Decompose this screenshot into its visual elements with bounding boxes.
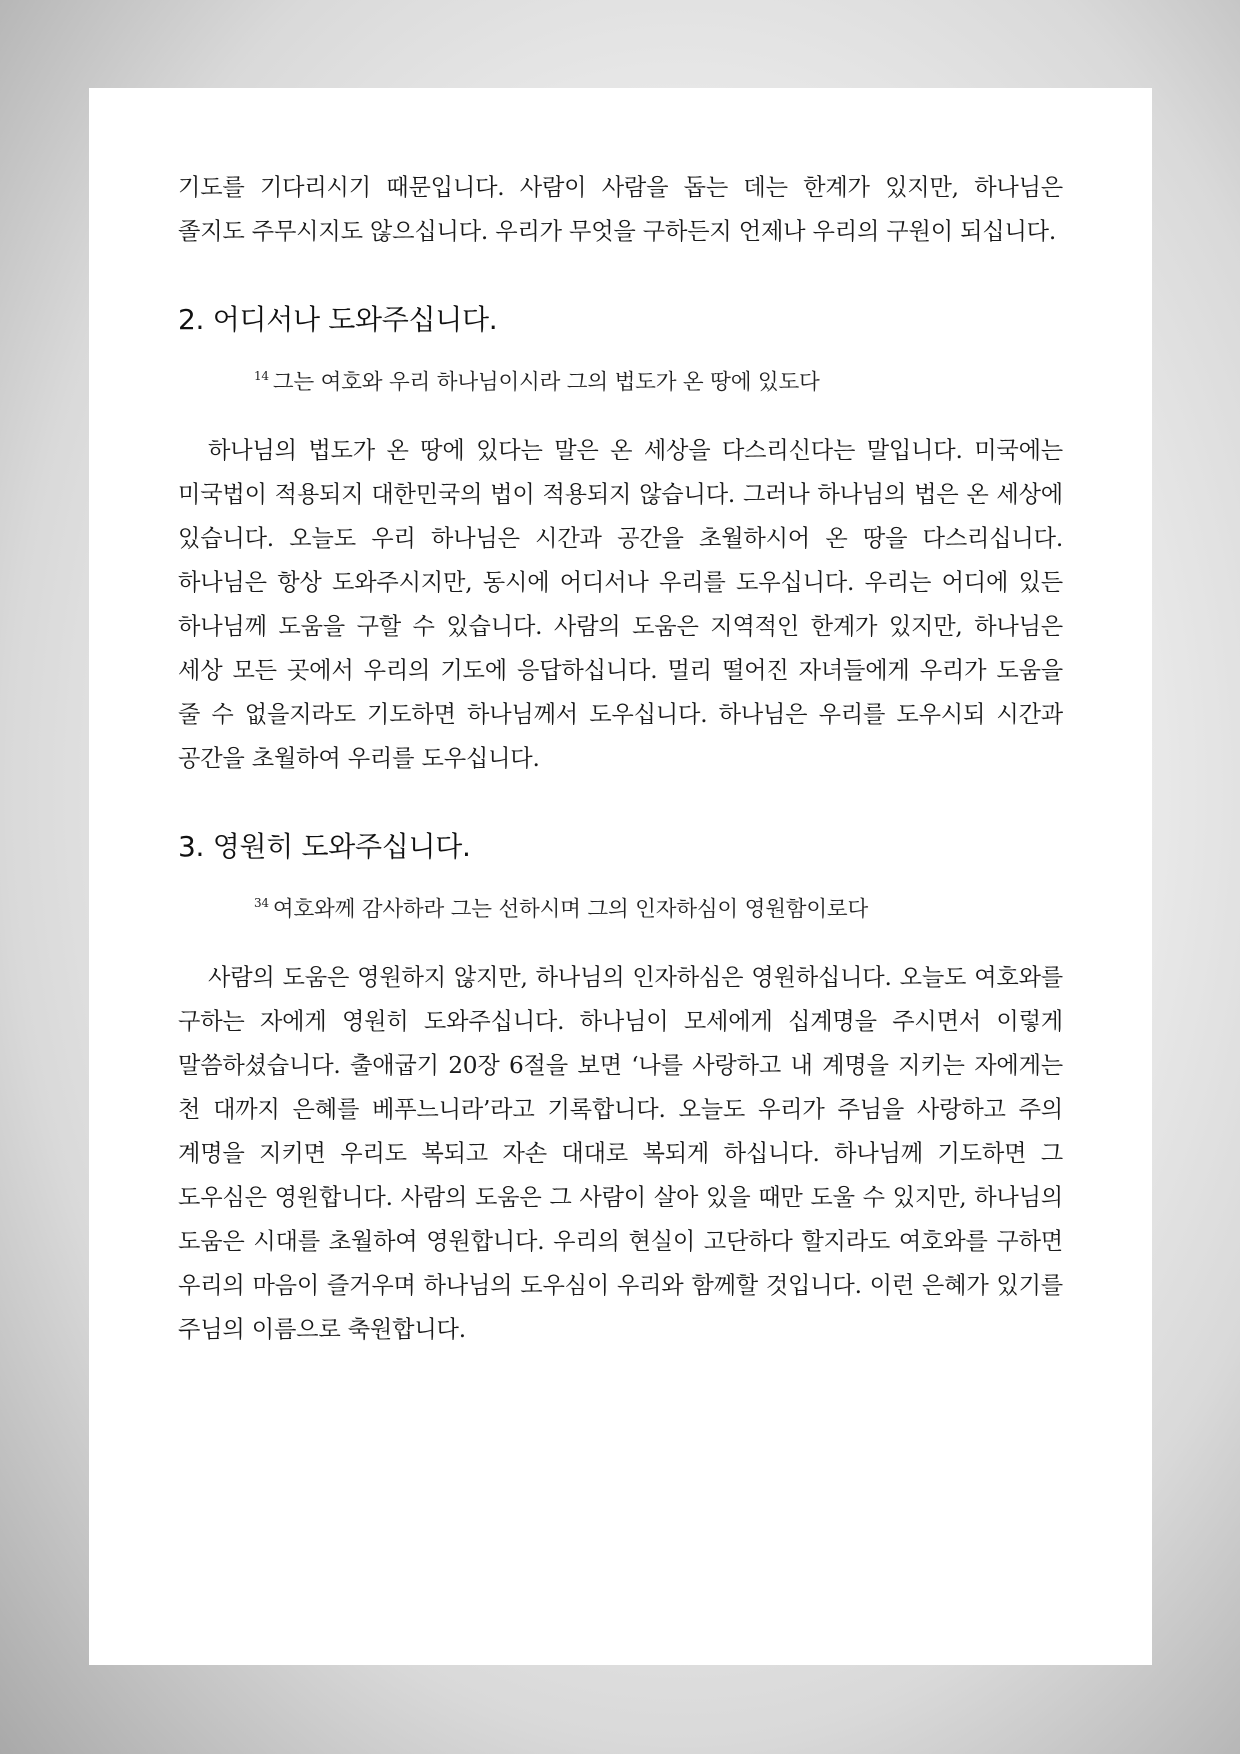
intro-paragraph: 기도를 기다리시기 때문입니다. 사람이 사람을 돕는 데는 한계가 있지만, 하나님은 졸지도 주무시지도 않으십니다. 우리가 무엇을 구하든지 언제나 우리의 구원이 되십니다. <box>178 174 1063 245</box>
section-3-body: 사람의 도움은 영원하지 않지만, 하나님의 인자하심은 영원하십니다. 오늘도 여호와를 구하는 자에게 영원히 도와주십니다. 하나님이 모세에게 십계명을 주시면서 이렇게 말씀하셨습니다. 출애굽기 20장 6절을 보면 ‘나를 사랑하고 내 계명을 지키는 자에게는 천 대까지 은혜를 베푸느니라’라고 기록합니다. 오늘도 우리가 주님을 사랑하고 주의 계명을 지키면 우리도 복되고 자손 대대로 복되게 하십니다. 하나님께 기도하면 그 도우심은 영원합니다. 사람의 도움은 그 사람이 살아 있을 때만 도울 수 있지만, 하나님의 도움은 시대를 초월하여 영원합니다. 우리의 현실이 고단하다 할지라도 여호와를 구하면 우리의 마음이 즐거우며 하나님의 도우심이 우리와 함께할 것입니다. 이런 은혜가 있기를 주님의 이름으로 축원합니다. <box>178 964 1063 1343</box>
section-heading-2: 2. 어디서나 도와주십니다. <box>178 303 498 336</box>
verse-text: 그는 여호와 우리 하나님이시라 그의 법도가 온 땅에 있도다 <box>272 370 820 395</box>
scripture-verse-34 <box>254 887 1063 926</box>
verse-number: 34 <box>254 896 269 910</box>
scripture-verse-14 <box>254 360 1063 399</box>
document-page <box>89 88 1152 1665</box>
verse-text: 여호와께 감사하라 그는 선하시며 그의 인자하심이 영원함이로다 <box>272 897 869 922</box>
section-heading-3: 3. 영원히 도와주십니다. <box>178 830 471 863</box>
section-2-body: 하나님의 법도가 온 땅에 있다는 말은 온 세상을 다스리신다는 말입니다. 미국에는 미국법이 적용되지 대한민국의 법이 적용되지 않습니다. 그러나 하나님의 법은 온 세상에 있습니다. 오늘도 우리 하나님은 시간과 공간을 초월하시어 온 땅을 다스리십니다. 하나님은 항상 도와주시지만, 동시에 어디서나 우리를 도우십니다. 우리는 어디에 있든 하나님께 도움을 구할 수 있습니다. 사람의 도움은 지역적인 한계가 있지만, 하나님은 세상 모든 곳에서 우리의 기도에 응답하십니다. 멀리 떨어진 자녀들에게 우리가 도움을 줄 수 없을지라도 기도하면 하나님께서 도우십니다. 하나님은 우리를 도우시되 시간과 공간을 초월하여 우리를 도우십니다. <box>178 437 1063 772</box>
verse-number: 14 <box>254 369 269 383</box>
